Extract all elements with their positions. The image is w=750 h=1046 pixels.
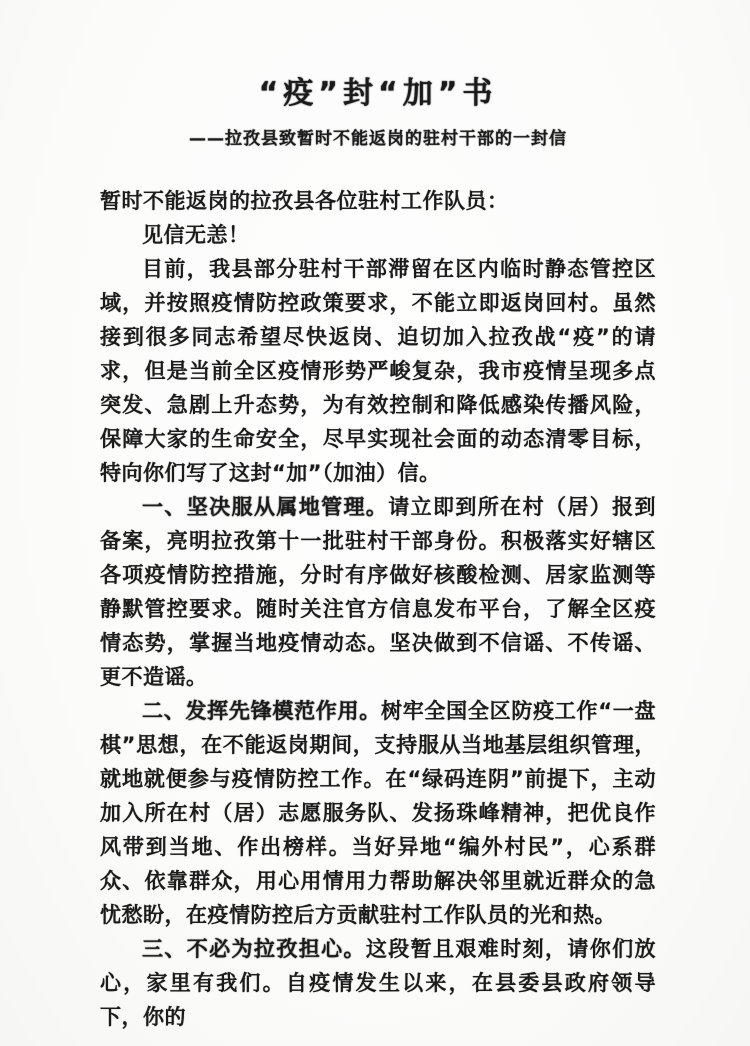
paragraph-section-2 [100, 694, 656, 932]
paragraph-section-1 [100, 490, 656, 694]
paragraph-text: 树牢全国全区防疫工作“一盘棋”思想，在不能返岗期间，支持服从当地基层组织管理，就地就便参与疫情防控工作。在“绿码连阴”前提下，主动加入所在村（居）志愿服务队、发扬珠峰精神，把优良作风带到当地、作出榜样。当好异地“编外村民”，心系群众、依靠群众，用心用情用力帮助解决邻里就近群众的急忧愁盼，在疫情防控后方贡献驻村工作队员的光和热。 [100, 699, 656, 927]
paragraph-lead: 二、发挥先锋模范作用。 [142, 699, 381, 723]
paragraph-text: 请立即到所在村（居）报到备案，亮明拉孜第十一批驻村干部身份。积极落实好辖区各项疫情防控措施，分时有序做好核酸检测、居家监测等静默管控要求。随时关注官方信息发布平台，了解全区疫情态势，掌握当地疫情动态。坚决做到不信谣、不传谣、更不造谣。 [100, 495, 656, 689]
paragraph-lead: 三、不必为拉孜担心。 [142, 937, 366, 961]
page-title: “疫”封“加”书 [258, 76, 498, 111]
salutation-line: 暂时不能返岗的拉孜县各位驻村工作队员： [100, 189, 509, 213]
page-subtitle: ——拉孜县致暂时不能返岗的驻村干部的一封信 [189, 129, 567, 149]
paragraph-intro [100, 252, 656, 490]
paragraph-section-3 [100, 932, 656, 1034]
greeting-line: 见信无恙！ [142, 223, 250, 247]
paragraph-text: 这段暂且艰难时刻，请你们放心，家里有我们。自疫情发生以来，在县委县政府领导下，你的 [100, 937, 657, 1029]
letter-body [100, 184, 656, 1034]
paragraph-lead: 一、坚决服从属地管理。 [142, 495, 389, 519]
paragraph-text: 目前，我县部分驻村干部滞留在区内临时静态管控区域，并按照疫情防控政策要求，不能立即返岗回村。虽然接到很多同志希望尽快返岗、迫切加入拉孜战“疫”的请求，但是当前全区疫情形势严峻复杂，我市疫情呈现多点突发、急剧上升态势，为有效控制和降低感染传播风险，保障大家的生命安全，尽早实现社会面的动态清零目标，特向你们写了这封“加”（加油）信。 [100, 257, 656, 485]
